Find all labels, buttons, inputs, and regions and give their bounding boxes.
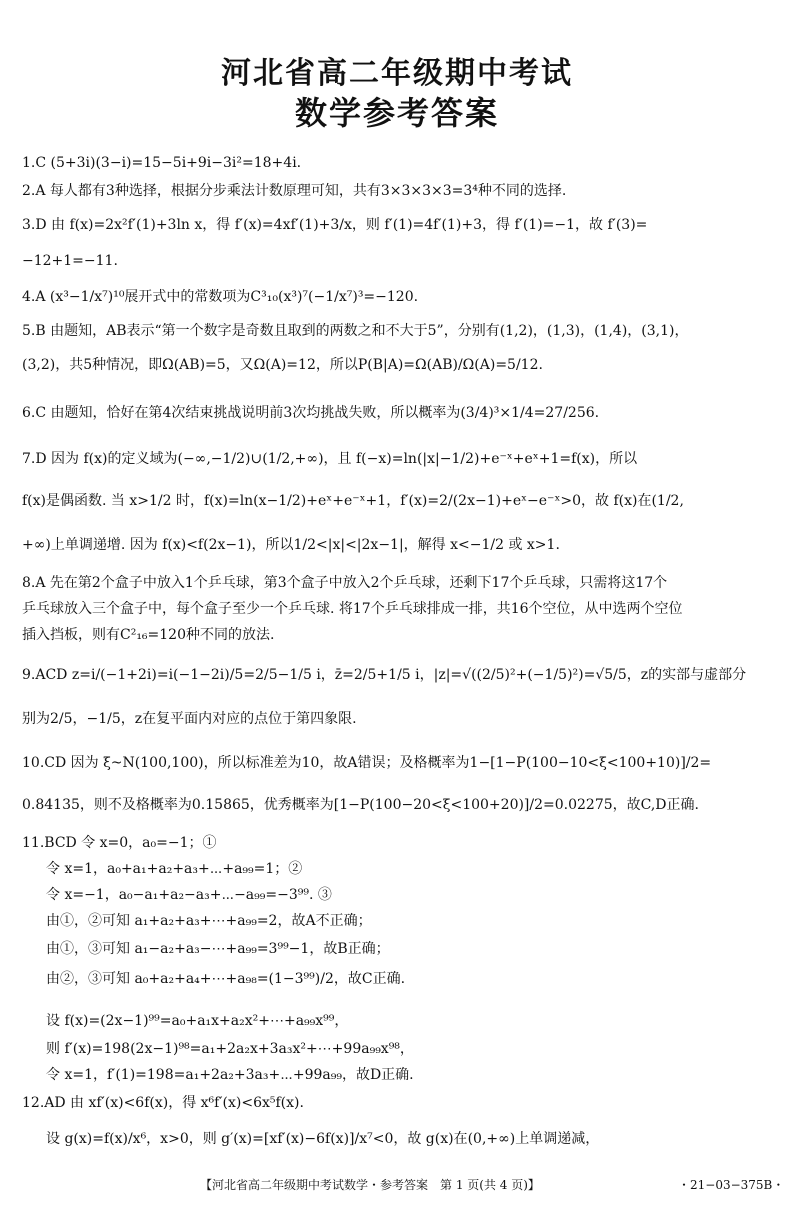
answer-line: 12.AD 由 xf′(x)<6f(x)，得 x⁶f′(x)<6x⁵f(x). <box>22 1095 304 1111</box>
footer-page-info: 【河北省高二年级期中考试数学・参考答案 第 1 页(共 4 页)】 <box>200 1178 540 1192</box>
answer-line: 令 x=1，f′(1)=198=a₁+2a₂+3a₃+⋯+99a₉₉，故D正确. <box>46 1067 414 1083</box>
answer-line: +∞)上单调递增. 因为 f(x)<f(2x−1)，所以1/2<|x|<|2x−1|，解得 x<−1/2 或 x>1. <box>22 537 560 553</box>
answer-title: 数学参考答案 <box>294 94 499 132</box>
answer-line: 11.BCD 令 x=0，a₀=−1；① <box>22 835 217 851</box>
exam-title: 河北省高二年级期中考试 <box>221 56 573 91</box>
answer-line: 8.A 先在第2个盒子中放入1个乒乓球，第3个盒子中放入2个乒乓球，还剩下17个乒乓球，只需将这17个 <box>22 575 668 591</box>
answer-line: 4.A (x³−1/x⁷)¹⁰展开式中的常数项为C³₁₀(x³)⁷(−1/x⁷)³=−120. <box>22 289 419 305</box>
answer-line: 10.CD 因为 ξ~N(100,100)，所以标准差为10，故A错误；及格概率为1−[1−P(100−10<ξ<100+10)]/2= <box>22 755 712 771</box>
answer-line: 乒乓球放入三个盒子中，每个盒子至少一个乒乓球. 将17个乒乓球排成一排，共16个空位，从中选两个空位 <box>22 601 683 617</box>
answer-line: (3,2)，共5种情况，即Ω(AB)=5，又Ω(A)=12，所以P(B|A)=Ω(AB)/Ω(A)=5/12. <box>22 357 543 373</box>
answer-line: 2.A 每人都有3种选择，根据分步乘法计数原理可知，共有3×3×3×3=3⁴种不同的选择. <box>22 183 567 199</box>
answer-line: 设 f(x)=(2x−1)⁹⁹=a₀+a₁x+a₂x²+⋯+a₉₉x⁹⁹， <box>46 1013 349 1029</box>
answer-line: 6.C 由题知，恰好在第4次结束挑战说明前3次均挑战失败，所以概率为(3/4)³×1/4=27/256. <box>22 405 600 421</box>
answer-line: 设 g(x)=f(x)/x⁶，x>0，则 g′(x)=[xf′(x)−6f(x)]/x⁷<0，故 g(x)在(0,+∞)上单调递减， <box>46 1131 600 1147</box>
answer-line: 则 f′(x)=198(2x−1)⁹⁸=a₁+2a₂x+3a₃x²+⋯+99a₉₉x⁹⁸， <box>46 1041 414 1057</box>
answer-line: 由①，②可知 a₁+a₂+a₃+⋯+a₉₉=2，故A不正确； <box>46 913 372 929</box>
answer-line: 1.C (5+3i)(3−i)=15−5i+9i−3i²=18+4i. <box>22 155 302 171</box>
answer-line: 由②，③可知 a₀+a₂+a₄+⋯+a₉₈=(1−3⁹⁹)/2，故C正确. <box>46 971 406 987</box>
answer-line: 7.D 因为 f(x)的定义域为(−∞,−1/2)∪(1/2,+∞)，且 f(−x)=ln(|x|−1/2)+e⁻ˣ+eˣ+1=f(x)，所以 <box>22 451 638 467</box>
answer-line: 令 x=1，a₀+a₁+a₂+a₃+⋯+a₉₉=1；② <box>46 861 303 877</box>
answer-line: 插入挡板，则有C²₁₆=120种不同的放法. <box>22 627 275 643</box>
answer-line: 由①，③可知 a₁−a₂+a₃−⋯+a₉₉=3⁹⁹−1，故B正确； <box>46 941 390 957</box>
answer-line: −12+1=−11. <box>22 253 118 269</box>
answer-line: 令 x=−1，a₀−a₁+a₂−a₃+⋯−a₉₉=−3⁹⁹. ③ <box>46 887 332 903</box>
answer-line: 9.ACD z=i/(−1+2i)=i(−1−2i)/5=2/5−1/5 i，z̄=2/5+1/5 i，|z|=√((2/5)²+(−1/5)²)=√5/5，z的实部与虚部分 <box>22 667 747 683</box>
answer-line: 3.D 由 f(x)=2x²f′(1)+3ln x，得 f′(x)=4xf′(1)+3/x，则 f′(1)=4f′(1)+3，得 f′(1)=−1，故 f′(3)= <box>22 217 648 233</box>
footer-code: ・21−03−375B・ <box>678 1178 785 1192</box>
answer-line: f(x)是偶函数. 当 x>1/2 时，f(x)=ln(x−1/2)+eˣ+e⁻ˣ+1，f′(x)=2/(2x−1)+eˣ−e⁻ˣ>0，故 f(x)在(1/2, <box>22 493 684 509</box>
answer-line: 0.84135，则不及格概率为0.15865，优秀概率为[1−P(100−20<ξ<100+20)]/2=0.02275，故C,D正确. <box>22 797 699 813</box>
answer-line: 别为2/5，−1/5，z在复平面内对应的点位于第四象限. <box>22 711 357 727</box>
answer-line: 5.B 由题知，AB表示“第一个数字是奇数且取到的两数之和不大于5”，分别有(1,2)，(1,3)，(1,4)，(3,1)， <box>22 323 689 339</box>
